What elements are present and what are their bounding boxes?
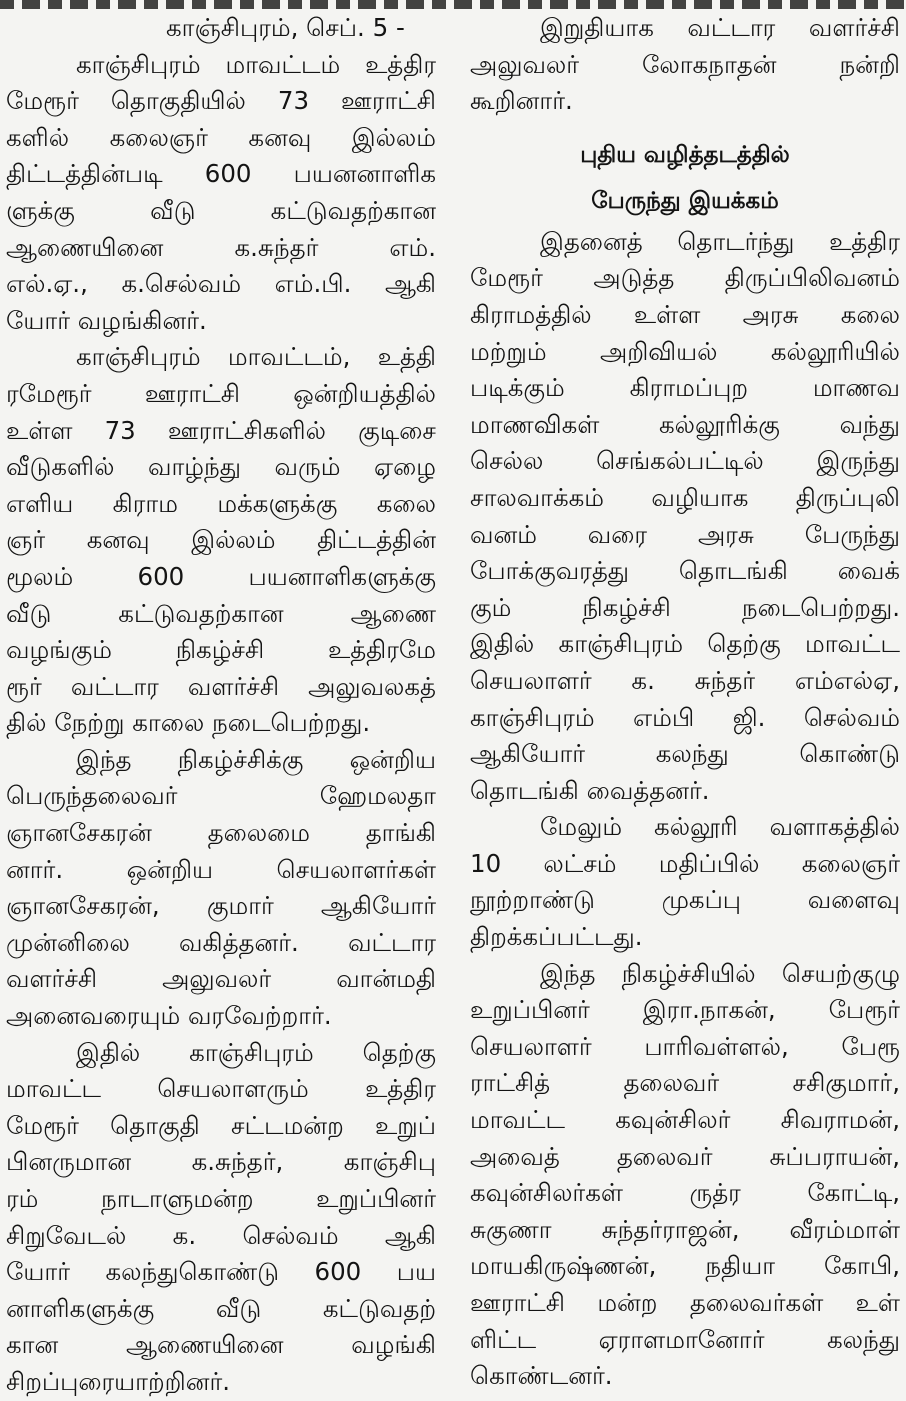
text-line: திறக்கப்பட்டது.: [470, 922, 643, 952]
text-line: போக்குவரத்து தொடங்கி வைக்: [470, 556, 900, 586]
text-line: கவுன்சிலர்கள் ருத்ர கோட்டி,: [470, 1178, 900, 1208]
text-line: எல்.ஏ., க.செல்வம் எம்.பி. ஆகி: [6, 269, 436, 299]
text-line: ஆகியோர் கலந்து கொண்டு: [470, 739, 900, 769]
text-line: ரமேரூர் ஊராட்சி ஒன்றியத்தில்: [6, 378, 436, 408]
text-line: அவைத் தலைவர் சுப்பராயன்,: [470, 1141, 900, 1171]
text-line: ஞர் கனவு இல்லம் திட்டத்தின்: [6, 525, 436, 555]
text-line: உறுப்பினர் இரா.நாகன், பேரூர்: [470, 995, 900, 1025]
text-line: வனம் வரை அரசு பேருந்து: [470, 519, 900, 549]
text-line: ஊராட்சி மன்ற தலைவர்கள் உள்: [470, 1288, 900, 1317]
text-line: செல்ல செங்கல்பட்டில் இருந்து: [470, 446, 900, 476]
text-line: இந்த நிகழ்ச்சியில் செயற்குழு: [540, 958, 900, 988]
text-line: சிறப்புரையாற்றினர்.: [6, 1366, 231, 1396]
text-line: மாவட்ட கவுன்சிலர் சிவராமன்,: [470, 1105, 900, 1135]
text-line: யோர் கலந்துகொண்டு 600 பய: [6, 1257, 436, 1287]
clipped-top-edge: [0, 0, 906, 9]
text-line: கிராமத்தில் உள்ள அரசு கலை: [470, 299, 900, 329]
text-line: இதில் காஞ்சிபுரம் தெற்கு மாவட்ட: [470, 629, 900, 659]
text-line: வீடு கட்டுவதற்கான ஆணை: [6, 598, 436, 628]
text-line: கொண்டனர்.: [470, 1361, 613, 1391]
text-line: ராட்சித் தலைவர் சசிகுமார்,: [470, 1068, 900, 1098]
text-line: முன்னிலை வகித்தனர். வட்டார: [6, 927, 436, 957]
text-line: ஞானசேகரன் தலைமை தாங்கி: [6, 818, 436, 848]
text-line: மற்றும் அறிவியல் கல்லூரியில்: [470, 336, 900, 366]
subheading-line-2: பேருந்து இயக்கம்: [591, 187, 779, 214]
text-line: மாணவிகள் கல்லூரிக்கு வந்து: [470, 409, 900, 439]
text-line: பினருமான க.சுந்தர், காஞ்சிபு: [6, 1147, 436, 1177]
text-line: மாவட்ட செயலாளரும் உத்திர: [6, 1074, 436, 1104]
text-line: திட்டத்தின்படி 600 பயனனாளிக: [6, 159, 436, 189]
right-column: [470, 10, 900, 1395]
text-line: நூற்றாண்டு முகப்பு வளைவு: [470, 885, 900, 915]
text-line: காஞ்சிபுரம், செப். 5 -: [166, 13, 405, 42]
text-line: மேரூர் தொகுதியில் 73 ஊராட்சி: [6, 86, 436, 116]
text-line: அலுவலர் லோகநாதன் நன்றி: [470, 49, 900, 79]
text-line: காஞ்சிபுரம் மாவட்டம் உத்திர: [76, 49, 436, 79]
text-line: அனைவரையும் வரவேற்றார்.: [6, 1001, 332, 1031]
text-line: ளிட்ட ஏராளமானோர் கலந்து: [470, 1324, 900, 1354]
text-line: காஞ்சிபுரம் மாவட்டம், உத்தி: [76, 342, 436, 372]
text-line: பெருந்தலைவர் ஹேமலதா: [6, 781, 436, 811]
text-line: இறுதியாக வட்டார வளர்ச்சி: [540, 13, 900, 42]
text-line: மேரூர் தொகுதி சட்டமன்ற உறுப்: [6, 1110, 436, 1140]
text-line: சாலவாக்கம் வழியாக திருப்புலி: [470, 482, 900, 512]
text-line: மேரூர் அடுத்த திருப்பிலிவனம்: [470, 263, 900, 293]
text-line: கான ஆணையினை வழங்கி: [6, 1330, 436, 1360]
text-line: ஆணையினை க.சுந்தர் எம்.: [6, 232, 436, 262]
text-line: செயலாளர் பாரிவள்ளல், பேரூ: [470, 1031, 900, 1061]
text-line: தில் நேற்று காலை நடைபெற்றது.: [6, 708, 371, 738]
text-line: கூறினார்.: [470, 86, 573, 116]
subheading-line-1: புதிய வழித்தடத்தில்: [580, 141, 790, 168]
text-line: ளுக்கு வீடு கட்டுவதற்கான: [6, 195, 436, 225]
text-line: உள்ள 73 ஊராட்சிகளில் குடிசை: [6, 415, 436, 445]
text-line: மூலம் 600 பயனாளிகளுக்கு: [6, 561, 436, 591]
text-line: னார். ஒன்றிய செயலாளர்கள்: [6, 854, 436, 884]
text-line: வீடுகளில் வாழ்ந்து வரும் ஏழை: [6, 452, 436, 482]
left-column: [6, 10, 436, 1401]
text-line: காஞ்சிபுரம் எம்பி ஜி. செல்வம்: [470, 702, 900, 732]
text-line: ரம் நாடாளுமன்ற உறுப்பினர்: [6, 1184, 436, 1213]
text-line: செயலாளர் க. சுந்தர் எம்எல்ஏ,: [470, 665, 900, 695]
text-line: இந்த நிகழ்ச்சிக்கு ஒன்றிய: [76, 744, 436, 774]
text-line: யோர் வழங்கினர்.: [6, 305, 207, 335]
text-line: மேலும் கல்லூரி வளாகத்தில்: [540, 812, 900, 842]
text-line: இதனைத் தொடர்ந்து உத்திர: [540, 226, 900, 256]
text-line: ஞானசேகரன், குமார் ஆகியோர்: [6, 891, 436, 921]
text-line: எளிய கிராம மக்களுக்கு கலை: [6, 488, 436, 518]
text-line: வளர்ச்சி அலுவலர் வான்மதி: [6, 964, 436, 994]
text-line: சிறுவேடல் க. செல்வம் ஆகி: [6, 1220, 436, 1250]
text-line: மாயகிருஷ்ணன், நதியா கோபி,: [470, 1251, 900, 1281]
text-line: ரூர் வட்டார வளர்ச்சி அலுவலகத்: [6, 671, 436, 701]
text-line: களில் கலைஞர் கனவு இல்லம்: [6, 122, 436, 152]
text-line: படிக்கும் கிராமப்புற மாணவ: [470, 373, 900, 403]
text-line: தொடங்கி வைத்தனர்.: [470, 775, 710, 805]
text-line: 10 லட்சம் மதிப்பில் கலைஞர்: [470, 848, 900, 878]
text-line: வழங்கும் நிகழ்ச்சி உத்திரமே: [6, 635, 436, 665]
text-line: கும் நிகழ்ச்சி நடைபெற்றது.: [470, 592, 900, 622]
text-line: னாளிகளுக்கு வீடு கட்டுவதற்: [6, 1293, 436, 1323]
text-line: இதில் காஞ்சிபுரம் தெற்கு: [76, 1037, 436, 1067]
text-line: சுகுணா சுந்தர்ராஜன், வீரம்மாள்: [470, 1214, 900, 1244]
